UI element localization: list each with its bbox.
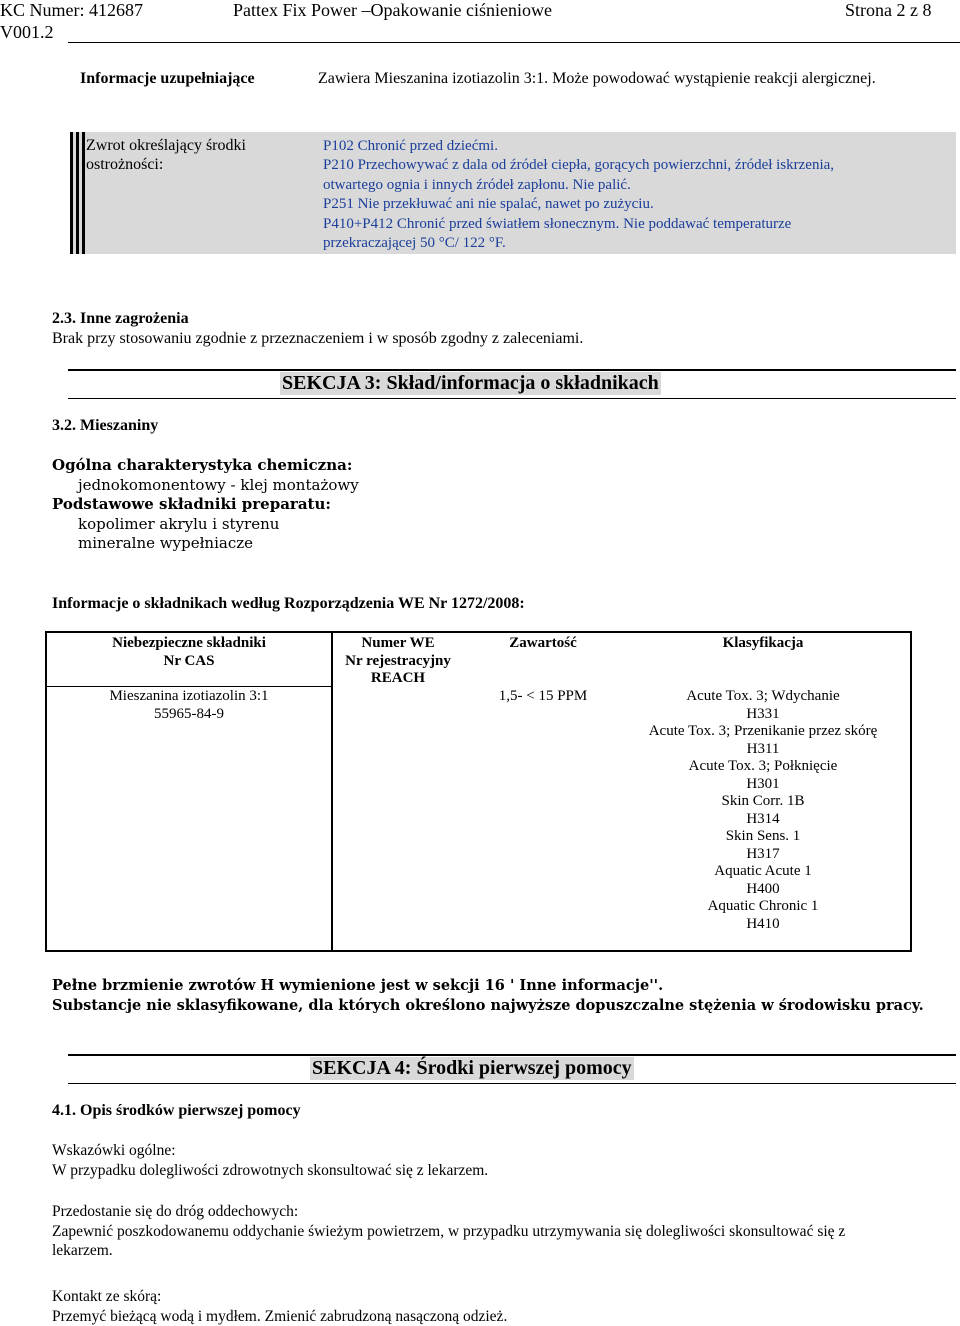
classification-line: H317 [746, 845, 780, 862]
precautionary-line: otwartego ognia i innych źródeł zapłonu. Nie palić. [323, 176, 631, 193]
section3-notes [52, 976, 924, 1016]
table-header-ec-line1: Numer WE [361, 635, 435, 651]
mixtures-title: 3.2. Mieszaniny [52, 417, 159, 434]
supplementary-label: Informacje uzupełniające [80, 70, 255, 87]
inhalation-text-2: lekarzem. [52, 1242, 113, 1259]
classification-line: H301 [746, 775, 780, 792]
note-unclassified: Substancje nie sklasyfikowane, dla których określono najwyższe dopuszczalne stężenia w środowisku pracy. [52, 997, 924, 1014]
classification-line: Skin Corr. 1B [721, 793, 805, 809]
classification-line: H311 [746, 740, 780, 757]
precautionary-line: P102 Chronić przed dziećmi. [323, 138, 498, 154]
table-header-classification: Klasyfikacja [722, 635, 804, 651]
precautionary-bar-3 [82, 132, 85, 254]
classification-line: Skin Sens. 1 [725, 828, 801, 844]
classification-line: H331 [746, 705, 780, 722]
table-header-ec-number [333, 635, 463, 688]
header-page-number: Strona 2 z 8 [845, 0, 932, 20]
header-version: V001.2 [0, 22, 54, 42]
precautionary-line: P251 Nie przekłuwać ani nie spalać, nawet po zużyciu. [323, 196, 654, 213]
table-header-components [47, 635, 331, 670]
table-cell-content: 1,5- < 15 PPM [498, 688, 588, 704]
general-advice-label: Wskazówki ogólne: [52, 1142, 176, 1159]
basic-components-label: Podstawowe składniki preparatu: [52, 495, 331, 513]
component-name: Mieszanina izotiazolin 3:1 [109, 688, 269, 704]
table-header-content: Zawartość [509, 635, 577, 651]
precautionary-label [86, 136, 246, 174]
table-cell-classification [614, 688, 912, 933]
composition-summary [52, 456, 359, 554]
inhalation-text-1: Zapewnić poszkodowanemu oddychanie świeżym powietrzem, w przypadku utrzymywania się dolegliwości skonsultować się z [52, 1222, 846, 1240]
first-aid-skin [52, 1287, 507, 1326]
precautionary-label-line1: Zwrot określający środki [86, 137, 246, 154]
basic-component-2: mineralne wypełniacze [78, 534, 254, 552]
precautionary-line: przekraczającej 50 °C/ 122 °F. [323, 235, 506, 252]
header-product-name: Pattex Fix Power –Opakowanie ciśnieniowe [233, 0, 552, 20]
precautionary-statements [323, 137, 834, 253]
skin-contact-text: Przemyć bieżącą wodą i mydłem. Zmienić zabrudzoną nasączoną odzież. [52, 1307, 508, 1325]
general-characteristics-value: jednokomonentowy - klej montażowy [78, 475, 359, 494]
component-cas: 55965-84-9 [154, 705, 224, 722]
table-header-ec-line3: REACH [370, 670, 426, 686]
inhalation-label: Przedostanie się do dróg oddechowych: [52, 1203, 299, 1220]
first-aid-general [52, 1141, 488, 1180]
section3-title: SEKCJA 3: Skład/informacja o składnikach [282, 372, 659, 394]
first-aid-inhalation [52, 1202, 845, 1261]
note-h-statements: Pełne brzmienie zwrotów H wymienione jest w sekcji 16 ' Inne informacje''. [52, 977, 664, 994]
general-characteristics-label: Ogólna charakterystyka chemiczna: [52, 456, 353, 474]
classification-line: Acute Tox. 3; Połknięcie [688, 758, 838, 774]
precautionary-line: P410+P412 Chronić przed światłem słonecznym. Nie poddawać temperaturze [323, 215, 792, 232]
precautionary-label-line2: ostrożności: [86, 156, 164, 173]
table-header-components-line1: Niebezpieczne składniki [112, 635, 266, 651]
supplementary-text: Zawiera Mieszanina izotiazolin 3:1. Może powodować wystąpienie reakcji alergicznej. [318, 70, 876, 87]
section4-title: SEKCJA 4: Środki pierwszej pomocy [312, 1057, 632, 1079]
precautionary-bar-1 [70, 132, 73, 254]
classification-line: Acute Tox. 3; Wdychanie [686, 688, 840, 704]
precautionary-line: P210 Przechowywać z dala od źródeł ciepła, gorących powierzchni, źródeł iskrzenia, [323, 157, 835, 174]
classification-line: H410 [746, 915, 780, 932]
regulation-title: Informacje o składnikach według Rozporządzenia WE Nr 1272/2008: [52, 595, 525, 612]
other-hazards-title: 2.3. Inne zagrożenia [52, 310, 189, 327]
general-advice-text: W przypadku dolegliwości zdrowotnych skonsultować się z lekarzem. [52, 1161, 489, 1179]
first-aid-subtitle: 4.1. Opis środków pierwszej pomocy [52, 1102, 301, 1119]
header-kc-number: KC Numer: 412687 [0, 0, 143, 20]
header-rule [68, 42, 960, 43]
other-hazards-text: Brak przy stosowaniu zgodnie z przeznaczeniem i w sposób zgodny z zaleceniami. [52, 330, 584, 347]
table-header-components-line2: Nr CAS [163, 652, 215, 669]
classification-line: H314 [746, 810, 780, 827]
basic-component-1: kopolimer akrylu i styrenu [78, 514, 280, 533]
table-divider-header [47, 686, 331, 687]
precautionary-bar-2 [76, 132, 79, 254]
table-header-ec-line2: Nr rejestracyjny [345, 652, 451, 669]
classification-line: Acute Tox. 3; Przenikanie przez skórę [648, 723, 878, 739]
table-cell-component [47, 688, 331, 723]
classification-line: Aquatic Acute 1 [714, 863, 812, 879]
classification-line: H400 [746, 880, 780, 897]
classification-line: Aquatic Chronic 1 [707, 898, 819, 914]
skin-contact-label: Kontakt ze skórą: [52, 1288, 162, 1305]
